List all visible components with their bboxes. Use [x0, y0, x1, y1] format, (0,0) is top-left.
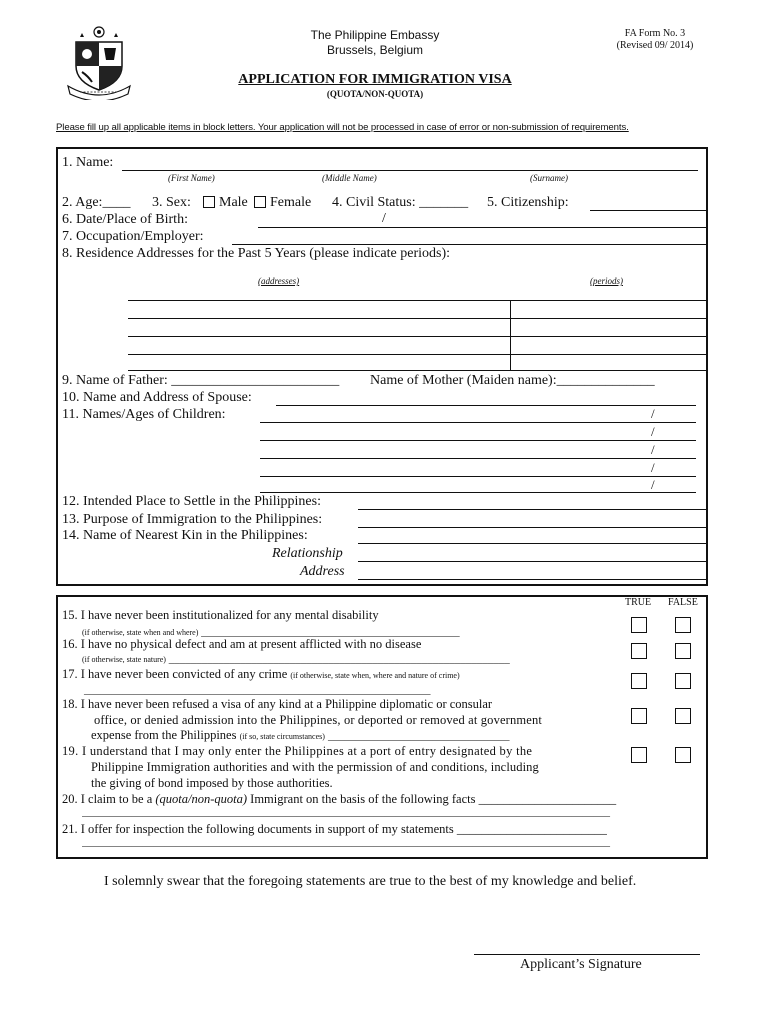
male-checkbox[interactable] [203, 196, 215, 208]
q20-quota-type: (quota/non-quota) [155, 792, 248, 806]
child-age-separator-5: / [651, 477, 655, 492]
date-place-of-birth-field[interactable] [258, 227, 708, 228]
kin-address-label: Address [300, 564, 345, 579]
q17-detail-field[interactable]: _______________________________________________________________ [84, 684, 431, 696]
q18-false-checkbox[interactable] [675, 708, 691, 724]
q15-true-checkbox[interactable] [631, 617, 647, 633]
instructions-text: Please fill up all applicable items in block letters. Your application will not be processed in case of error or non-submission of requirements. [56, 122, 629, 133]
date-place-of-birth-label: 6. Date/Place of Birth: [62, 212, 188, 227]
child-row-4[interactable] [260, 476, 696, 477]
oath-statement: I solemnly swear that the foregoing statements are true to the best of my knowledge and belief. [104, 874, 637, 889]
q17-true-checkbox[interactable] [631, 673, 647, 689]
philippine-coat-of-arms-emblem [66, 24, 132, 100]
q16-detail [82, 653, 510, 665]
q20-detail-field[interactable]: ________________________________________________________________________________________________ [82, 806, 610, 818]
form-subtitle: (QUOTA/NON-QUOTA) [326, 89, 424, 99]
q18-statement-end: expense from the Philippines [91, 728, 237, 742]
q15-false-checkbox[interactable] [675, 617, 691, 633]
q15-detail-field[interactable]: _______________________________________________ [201, 626, 460, 638]
q17-false-checkbox[interactable] [675, 673, 691, 689]
periods-header: (periods) [590, 276, 623, 286]
form-revision: (Revised 09/ 2014) [616, 40, 694, 51]
residence-row-4[interactable] [128, 354, 708, 355]
child-age-separator-3: / [651, 442, 655, 457]
purpose-field[interactable] [358, 527, 708, 528]
residence-row-2[interactable] [128, 318, 708, 319]
q16-text: 16. I have no physical defect and am at present afflicted with no disease [62, 637, 422, 651]
nearest-kin-field[interactable] [358, 543, 708, 544]
occupation-field[interactable] [232, 244, 708, 245]
settle-place-field[interactable] [358, 509, 708, 510]
female-checkbox[interactable] [254, 196, 266, 208]
kin-address-field[interactable] [358, 579, 708, 580]
q16-true-checkbox[interactable] [631, 643, 647, 659]
name-field[interactable] [122, 170, 698, 171]
q19-line-1: 19. I understand that I may only enter the Philippines at a port of entry designated by the [62, 744, 533, 758]
date-place-separator: / [382, 211, 386, 226]
occupation-label: 7. Occupation/Employer: [62, 229, 204, 244]
q15-text: 15. I have never been institutionalized for any mental disability [62, 608, 379, 622]
relationship-field[interactable] [358, 561, 708, 562]
child-age-separator-1: / [651, 406, 655, 421]
q18-line-2: office, or denied admission into the Philippines, or deported or removed at government [94, 713, 542, 727]
q19-false-checkbox[interactable] [675, 747, 691, 763]
relationship-label: Relationship [272, 546, 343, 561]
q19-line-3: the giving of bond imposed by those authorities. [91, 776, 333, 790]
children-label: 11. Names/Ages of Children: [62, 407, 226, 422]
residence-row-1[interactable] [128, 300, 708, 301]
form-number: FA Form No. 3 [624, 28, 686, 39]
spouse-field[interactable] [276, 405, 696, 406]
residence-row-3[interactable] [128, 336, 708, 337]
q20-intro: 20. I claim to be a [62, 792, 153, 806]
residence-label: 8. Residence Addresses for the Past 5 Years (please indicate periods): [62, 246, 451, 261]
citizenship-field[interactable] [590, 210, 708, 211]
father-name-field[interactable]: 9. Name of Father: ________________________ [62, 373, 340, 388]
spouse-label: 10. Name and Address of Spouse: [62, 390, 252, 405]
purpose-label: 13. Purpose of Immigration to the Philippines: [62, 512, 323, 527]
settle-place-label: 12. Intended Place to Settle in the Philippines: [62, 494, 321, 509]
surname-hint: (Surname) [530, 173, 568, 183]
q20-text [62, 792, 616, 807]
child-row-2[interactable] [260, 440, 696, 441]
mother-name-field[interactable]: Name of Mother (Maiden name):______________ [370, 373, 655, 388]
q18-line-1: 18. I have never been refused a visa of any kind at a Philippine diplomatic or consular [62, 697, 493, 711]
residence-column-divider [510, 300, 511, 370]
child-age-separator-2: / [651, 424, 655, 439]
q17-hint: (if otherwise, state when, where and nature of crime) [290, 671, 460, 680]
q16-hint: (if otherwise, state nature) [82, 655, 166, 664]
residence-row-5[interactable] [128, 370, 708, 371]
age-field[interactable]: 2. Age:____ [62, 195, 131, 210]
q19-true-checkbox[interactable] [631, 747, 647, 763]
q16-detail-field[interactable]: ______________________________________________________________ [168, 653, 510, 665]
q21-text[interactable]: 21. I offer for inspection the following documents in support of my statements ________________________ [62, 822, 607, 836]
q16-false-checkbox[interactable] [675, 643, 691, 659]
signature-line[interactable] [474, 954, 700, 955]
signature-label: Applicant’s Signature [520, 957, 642, 972]
citizenship-label: 5. Citizenship: [487, 195, 569, 210]
form-title: APPLICATION FOR IMMIGRATION VISA [238, 72, 512, 87]
child-row-5[interactable] [260, 492, 696, 493]
embassy-heading [230, 28, 520, 58]
q18-hint: (if so, state circumstances) [239, 732, 325, 741]
addresses-header: (addresses) [258, 276, 300, 286]
child-age-separator-4: / [651, 460, 655, 475]
child-row-3[interactable] [260, 458, 696, 459]
female-label: Female [270, 195, 312, 210]
q17-statement: 17. I have never been convicted of any crime [62, 667, 288, 681]
q18-detail-field[interactable]: _________________________________ [328, 730, 510, 742]
form-number-block [600, 28, 710, 52]
q20-basis[interactable]: Immigrant on the basis of the following facts ______________________ [250, 792, 617, 806]
first-name-hint: (First Name) [168, 173, 215, 183]
q21-detail-field[interactable]: ________________________________________________________________________________________________ [82, 836, 610, 848]
civil-status-field[interactable]: 4. Civil Status: _______ [332, 195, 469, 210]
q18-line-3 [91, 728, 510, 744]
name-label: 1. Name: [62, 155, 114, 170]
middle-name-hint: (Middle Name) [322, 173, 377, 183]
q15-hint: (if otherwise, state when and where) [82, 628, 199, 637]
nearest-kin-label: 14. Name of Nearest Kin in the Philippines: [62, 528, 308, 543]
embassy-location: Brussels, Belgium [326, 43, 424, 57]
male-label: Male [219, 195, 248, 210]
sex-label: 3. Sex: [152, 195, 191, 210]
q19-line-2: Philippine Immigration authorities and with the permission of and conditions, including [91, 760, 539, 774]
true-column-header: TRUE [625, 597, 652, 608]
q17-text [62, 667, 460, 683]
embassy-name: The Philippine Embassy [310, 28, 440, 42]
false-column-header: FALSE [668, 597, 698, 608]
child-row-1[interactable] [260, 422, 696, 423]
q18-true-checkbox[interactable] [631, 708, 647, 724]
